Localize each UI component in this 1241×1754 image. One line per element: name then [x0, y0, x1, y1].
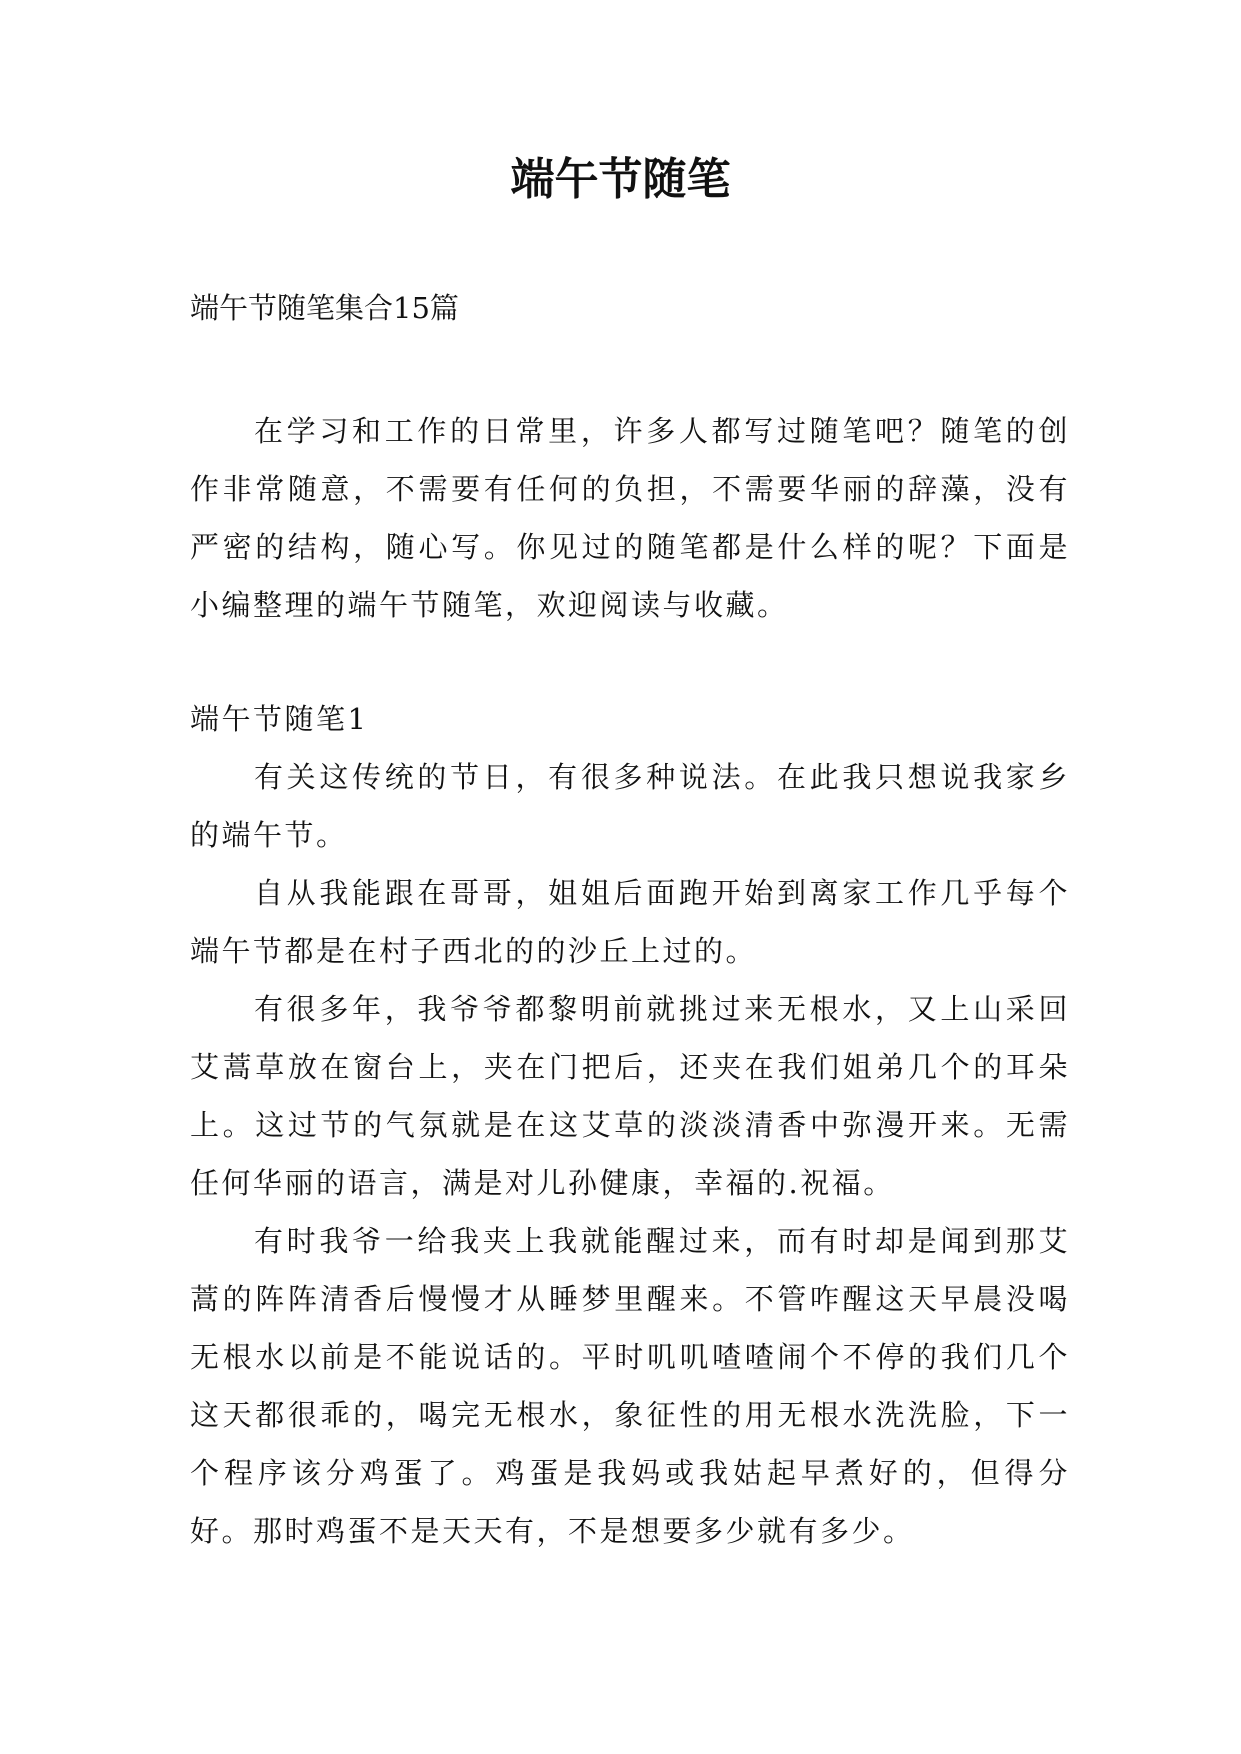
section-heading: 端午节随笔1 [190, 702, 369, 736]
paragraph: 有时我爷一给我夹上我就能醒过来，而有时却是闻到那艾蒿的阵阵清香后慢慢才从睡梦里醒来。不管咋醒这天早晨没喝无根水以前是不能说话的。平时叽叽喳喳闹个不停的我们几个这天都很乖的，喝完无根水，象征性的用无根水洗洗脸，下一个程序该分鸡蛋了。鸡蛋是我妈或我姑起早煮好的，但得分好。那时鸡蛋不是天天有，不是想要多少就有多少。 [190, 1224, 1070, 1548]
paragraph: 有关这传统的节日，有很多种说法。在此我只想说我家乡的端午节。 [190, 760, 1070, 852]
paragraph: 自从我能跟在哥哥，姐姐后面跑开始到离家工作几乎每个端午节都是在村子西北的的沙丘上过的。 [190, 876, 1070, 968]
document-subtitle: 端午节随笔集合15篇 [190, 291, 459, 325]
document-title: 端午节随笔 [510, 154, 731, 205]
paragraph: 有很多年，我爷爷都黎明前就挑过来无根水，又上山采回艾蒿草放在窗台上，夹在门把后，还夹在我们姐弟几个的耳朵上。这过节的气氛就是在这艾草的淡淡清香中弥漫开来。无需任何华丽的语言，满是对儿孙健康，幸福的.祝福。 [190, 992, 1070, 1200]
intro-paragraph: 在学习和工作的日常里，许多人都写过随笔吧？随笔的创作非常随意，不需要有任何的负担，不需要华丽的辞藻，没有严密的结构，随心写。你见过的随笔都是什么样的呢？下面是小编整理的端午节随笔，欢迎阅读与收藏。 [190, 414, 1070, 622]
intro-block [190, 402, 1070, 634]
section-1 [190, 690, 1070, 1560]
